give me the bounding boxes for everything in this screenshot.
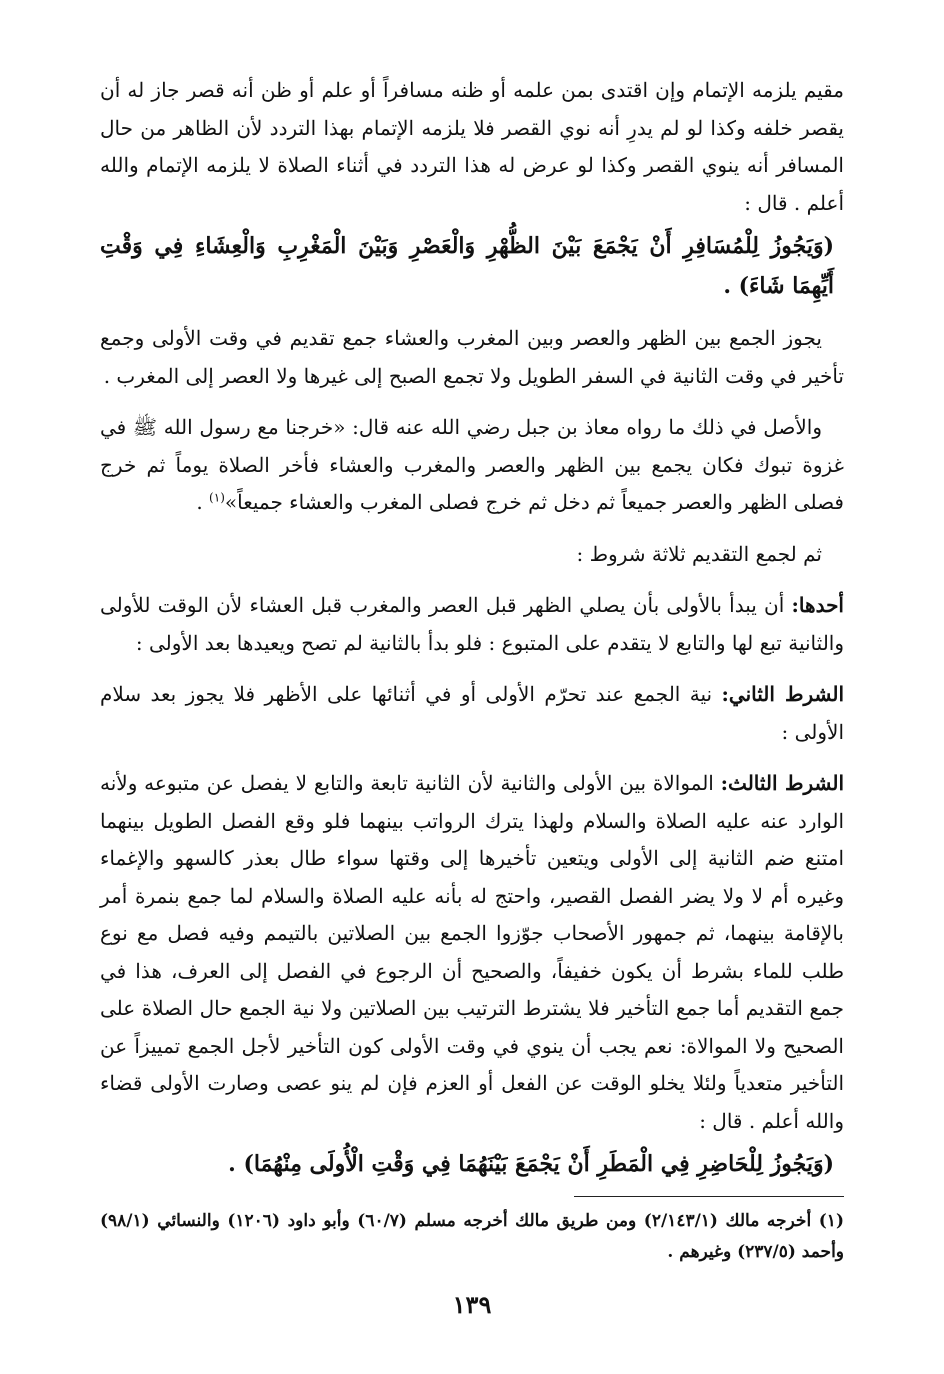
condition-1-text: أن يبدأ بالأولى بأن يصلي الظهر قبل العصر والمغرب قبل العشاء لأن الوقت للأولى والثانية تبع لها والتابع لا يتقدم على المتبوع : فلو بدأ بالثانية لم تصح ويعيدها بعد الأولى : <box>100 593 844 655</box>
condition-2-text: نية الجمع عند تحرّم الأولى أو في أثنائها على الأظهر فلا يجوز بعد سلام الأولى : <box>100 682 844 744</box>
page-number: ١٣٩ <box>452 1290 492 1319</box>
footnote-divider <box>574 1196 844 1197</box>
condition-1-label: أحدها: <box>791 593 844 617</box>
paragraph-2: يجوز الجمع بين الظهر والعصر وبين المغرب والعشاء جمع تقديم في وقت الأولى وجمع تأخير في وقت الثانية في السفر الطويل ولا تجمع الصبح إلى غيرها ولا العصر إلى المغرب . <box>100 326 844 388</box>
footnote-ref: (١) <box>209 490 225 505</box>
matn-quote-2: (وَيَجُوزُ لِلْحَاضِرِ فِي الْمَطَرِ أَنْ يَجْمَعَ بَيْنَهُمَا فِي وَقْتِ الْأُولَى مِنْهُمَا) . <box>228 1151 834 1177</box>
paragraph-1: مقيم يلزمه الإتمام وإن اقتدى بمن علمه أو ظنه مسافراً أو علم أو ظن أنه قصر جاز له أن يقصر خلفه وكذا لو لم يدرِ أنه نوي القصر فلا يلزمه الإتمام بهذا التردد لأن الظاهر من حال المسافر أنه ينوي القصر وكذا لو عرض له هذا التردد في أثناء الصلاة لا يلزمه الإتمام والله أعلم . قال : <box>100 78 845 215</box>
condition-2-label: الشرط الثاني: <box>721 682 845 706</box>
paragraph-7 <box>100 765 844 1140</box>
paragraph-3-text: والأصل في ذلك ما رواه معاذ بن جبل رضي الله عنه قال: «خرجنا مع رسول الله ﷺ في غزوة تبوك فكان يجمع بين الظهر والعصر والمغرب والعشاء فأخر الصلاة يوماً ثم خرج فصلى الظهر والعصر جميعاً ثم دخل ثم خرج فصلى المغرب والعشاء جميعاً» <box>100 415 844 514</box>
paragraph-5 <box>100 587 844 662</box>
condition-3-text: الموالاة بين الأولى والثانية لأن الثانية تابعة والتابع لا يفصل عن متبوعه ولأنه الوارد عنه عليه الصلاة والسلام ولهذا يترك الرواتب بينهما فلو وقع الفصل الطويل بينهما امتنع ضم الثانية إلى الأولى ويتعين تأخيرها إلى وقتها سواء طال بعذر كالسهو والإغماء وغيره أم لا ولا يضر الفصل القصير، واحتج له بأنه عليه الصلاة والسلام لما جمع بنمرة أمر بالإقامة بينهما، ثم جمهور الأصحاب جوّزوا الجمع بين الصلاتين بالتيمم وفيه فصل مع نوع طلب للماء بشرط أن يكون خفيفاً، والصحيح أن الرجوع في الفصل إلى العرف، هذا في جمع التقديم أما جمع التأخير فلا يشترط الترتيب بين الصلاتين ولا نية الجمع حال الصلاة على الصحيح ولا الموالاة: نعم يجب أن ينوي في وقت الأولى كون التأخير لأجل الجمع تمييزاً عن التأخير متعدياً ولئلا يخلو الوقت عن الفعل أو العزم فإن لم ينو عصى وصارت الأولى قضاء والله أعلم . قال : <box>100 771 844 1133</box>
paragraph-3-end: . <box>196 490 210 514</box>
condition-3-label: الشرط الثالث: <box>720 771 844 795</box>
matn-quote-1: (وَيَجُوزُ لِلْمُسَافِرِ أَنْ يَجْمَعَ بَيْنَ الظُّهْرِ وَالْعَصْرِ وَبَيْنَ الْمَغْرِبِ وَالْعِشَاءِ فِي وَقْتِ أَيِّهِمَا شَاءَ) . <box>100 233 834 299</box>
paragraph-3 <box>100 409 844 522</box>
paragraph-4: ثم لجمع التقديم ثلاثة شروط : <box>576 541 822 566</box>
footnote: (١) أخرجه مالك (٢/١٤٣/١) ومن طريق مالك أخرجه مسلم (٦٠/٧) وأبو داود (١٢٠٦) والنسائي (٩٨/١) وأحمد (٢٣٧/٥) وغيرهم . <box>100 1211 844 1262</box>
paragraph-6 <box>100 676 844 751</box>
